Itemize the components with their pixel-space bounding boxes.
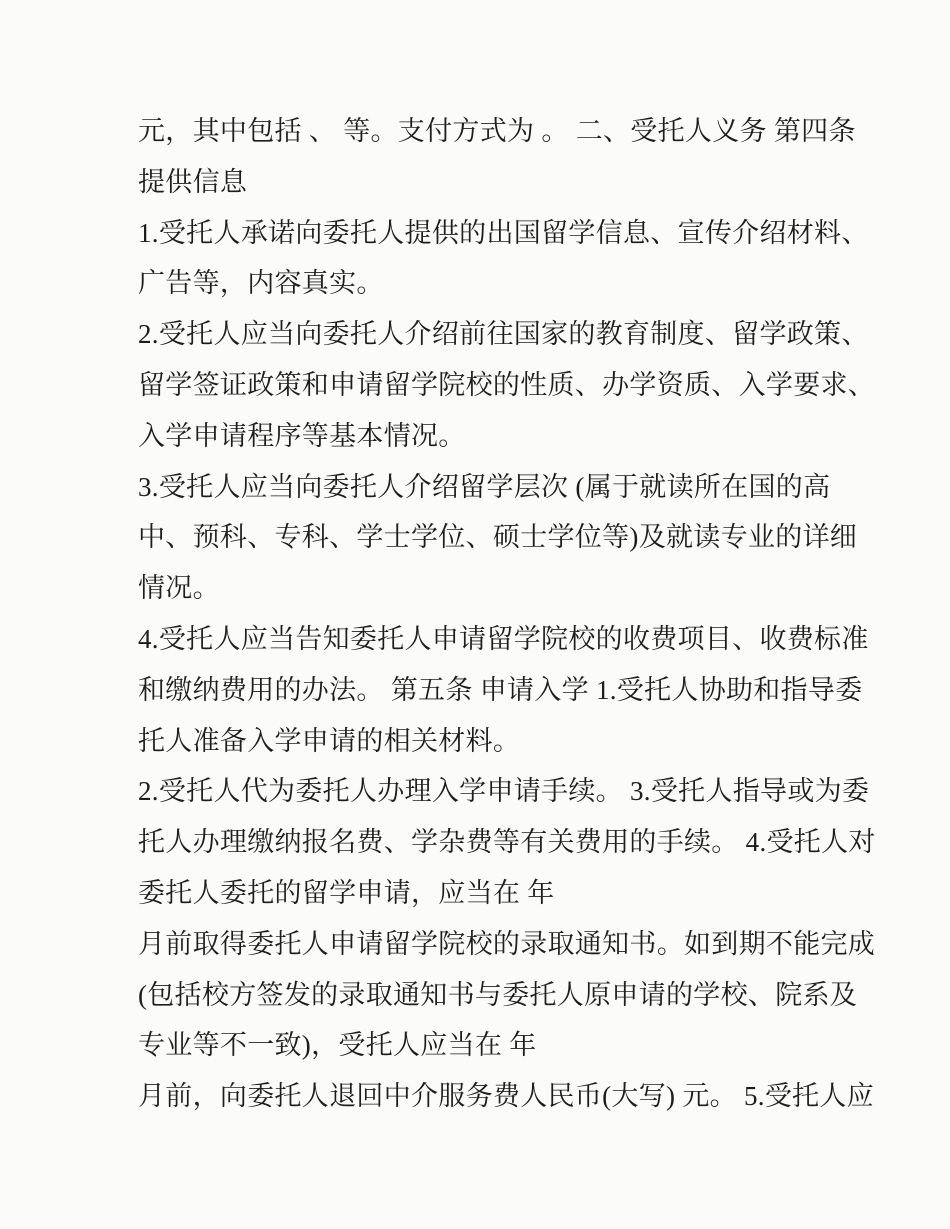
doc-line: 3.受托人应当向委托人介绍留学层次 (属于就读所在国的高 [138, 471, 831, 502]
doc-line: 托人办理缴纳报名费、学杂费等有关费用的手续。 4.受托人对 [138, 827, 876, 858]
doc-line: 中、预科、专科、学士学位、硕士学位等)及就读专业的详细 [138, 522, 858, 553]
doc-line: 留学签证政策和申请留学院校的性质、办学资质、入学要求、 [138, 369, 876, 400]
doc-line: 月前取得委托人申请留学院校的录取通知书。如到期不能完成 [138, 928, 876, 959]
doc-line: 和缴纳费用的办法。 第五条 申请入学 1.受托人协助和指导委 [138, 674, 863, 705]
doc-line: 4.受托人应当告知委托人申请留学院校的收费项目、收费标准 [138, 623, 869, 654]
doc-line: 2.受托人应当向委托人介绍前往国家的教育制度、留学政策、 [138, 319, 869, 350]
doc-line: 托人准备入学申请的相关材料。 [138, 725, 521, 756]
doc-line: 2.受托人代为委托人办理入学申请手续。 3.受托人指导或为委 [138, 776, 870, 807]
doc-line: 提供信息 [138, 166, 248, 197]
doc-line: 专业等不一致)，受托人应当在 年 [138, 1030, 537, 1061]
doc-line: 广告等，内容真实。 [138, 268, 384, 299]
doc-line: 情况。 [138, 573, 220, 604]
doc-line: 入学申请程序等基本情况。 [138, 420, 466, 451]
doc-line: 元，其中包括 、 等。支付方式为 。 二、受托人义务 第四条 [138, 116, 856, 146]
doc-line: (包括校方签发的录取通知书与委托人原申请的学校、院系及 [138, 979, 858, 1010]
doc-line: 月前，向委托人退回中介服务费人民币(大写) 元。 5.受托人应 [138, 1081, 875, 1112]
doc-line: 1.受托人承诺向委托人提供的出国留学信息、宣传介绍材料、 [138, 217, 869, 248]
doc-line: 委托人委托的留学申请，应当在 年 [138, 877, 555, 908]
